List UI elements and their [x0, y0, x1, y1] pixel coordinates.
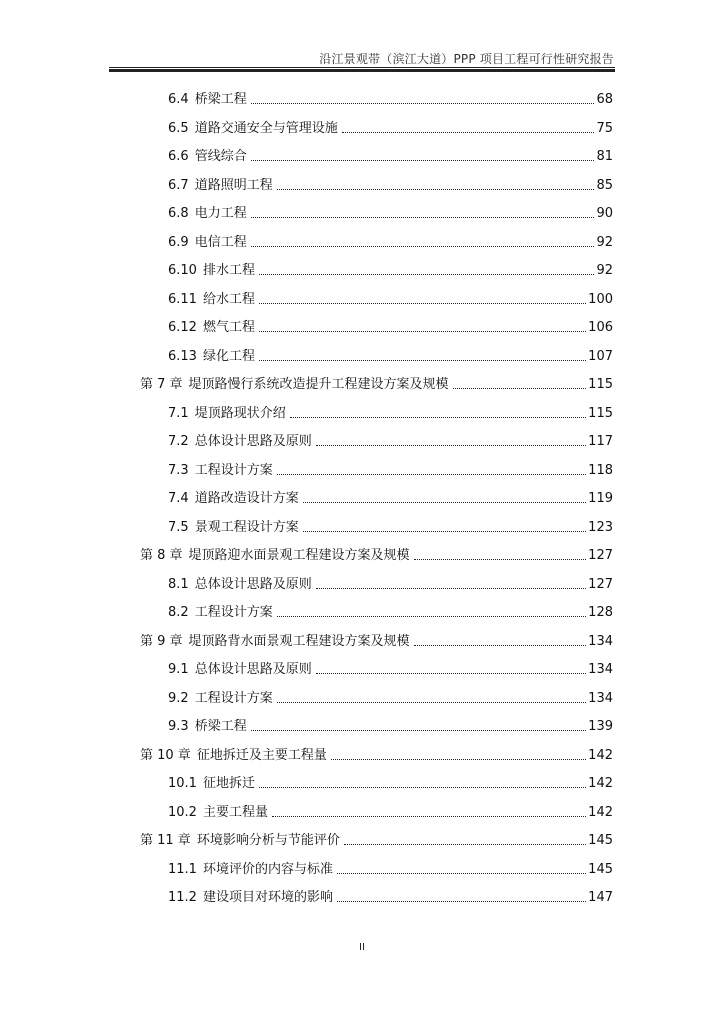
toc-entry-label — [140, 748, 327, 764]
toc-entry-label — [168, 805, 268, 821]
toc-page-number: 107 — [588, 348, 613, 364]
toc-entry-title: 景观工程设计方案 — [194, 519, 299, 535]
toc-entry-title: 建设项目对环境的影响 — [202, 890, 333, 905]
toc-entry-number: 7.2 — [168, 434, 189, 449]
toc-entry-title: 桥梁工程 — [194, 719, 247, 734]
toc-entry-label — [168, 292, 255, 308]
toc-entry-label — [168, 406, 286, 422]
toc-chapter-entry[interactable] — [140, 630, 613, 650]
toc-dot-leader — [290, 417, 586, 418]
toc-page-number: 92 — [596, 234, 613, 250]
toc-page-number: 142 — [588, 747, 613, 763]
toc-entry-title: 管线综合 — [194, 149, 247, 164]
toc-page-number: 68 — [596, 92, 613, 107]
toc-section-entry[interactable] — [168, 772, 613, 792]
toc-dot-leader — [259, 360, 586, 361]
toc-entry-number: 8.1 — [168, 576, 189, 592]
toc-entry-title: 主要工程量 — [202, 804, 268, 820]
toc-page-number: 117 — [588, 434, 613, 449]
toc-entry-number: 10.1 — [168, 776, 197, 791]
toc-entry-number: 6.6 — [168, 149, 189, 164]
toc-section-entry[interactable] — [168, 259, 613, 279]
toc-dot-leader — [316, 445, 586, 446]
toc-section-entry[interactable] — [168, 687, 613, 707]
toc-entry-number: 8.2 — [168, 605, 189, 620]
toc-dot-leader — [331, 759, 586, 760]
toc-section-entry[interactable] — [168, 573, 613, 593]
toc-entry-number: 第 8 章 — [140, 548, 183, 563]
toc-entry-number: 第 10 章 — [140, 747, 191, 763]
toc-section-entry[interactable] — [168, 858, 613, 878]
toc-dot-leader — [251, 217, 595, 218]
toc-page-number: 123 — [588, 519, 613, 535]
toc-dot-leader — [251, 103, 595, 104]
toc-entry-label — [168, 862, 333, 878]
toc-entry-title: 电力工程 — [194, 206, 247, 221]
toc-entry-label — [168, 320, 255, 336]
toc-dot-leader — [277, 616, 586, 617]
toc-section-entry[interactable] — [168, 145, 613, 165]
toc-entry-title: 工程设计方案 — [194, 462, 273, 478]
toc-entry-number: 6.4 — [168, 92, 189, 107]
toc-entry-number: 6.9 — [168, 234, 189, 250]
toc-entry-title: 征地拆迁及主要工程量 — [196, 747, 327, 763]
toc-entry-label — [168, 92, 247, 108]
toc-entry-number: 9.1 — [168, 662, 189, 677]
toc-dot-leader — [251, 246, 595, 247]
toc-entry-number: 6.13 — [168, 348, 197, 364]
toc-entry-label — [168, 206, 247, 222]
running-header-title: 沿江景观带（滨江大道）PPP 项目工程可行性研究报告 — [319, 52, 614, 66]
toc-section-entry[interactable] — [168, 174, 613, 194]
toc-dot-leader — [453, 388, 587, 389]
toc-dot-leader — [277, 702, 586, 703]
toc-entry-title: 道路照明工程 — [194, 177, 273, 193]
toc-section-entry[interactable] — [168, 459, 613, 479]
toc-page-number: 115 — [588, 405, 613, 421]
toc-entry-number: 第 9 章 — [140, 633, 183, 649]
toc-entry-title: 堤顶路慢行系统改造提升工程建设方案及规模 — [188, 377, 449, 392]
toc-page-number: 147 — [588, 890, 613, 905]
toc-chapter-entry[interactable] — [140, 829, 613, 849]
toc-dot-leader — [259, 331, 586, 332]
toc-section-entry[interactable] — [168, 231, 613, 251]
toc-page-number: 100 — [588, 291, 613, 307]
toc-entry-number: 6.12 — [168, 320, 197, 335]
toc-entry-title: 道路交通安全与管理设施 — [194, 120, 338, 136]
toc-entry-title: 燃气工程 — [202, 320, 255, 335]
toc-entry-number: 11.1 — [168, 861, 197, 877]
toc-section-entry[interactable] — [168, 430, 613, 450]
toc-entry-title: 给水工程 — [202, 291, 255, 307]
toc-dot-leader — [303, 531, 586, 532]
toc-entry-label — [168, 890, 333, 906]
toc-entry-label — [140, 548, 410, 564]
toc-page-number: 119 — [588, 491, 613, 506]
toc-entry-label — [168, 434, 312, 450]
toc-page-number: 134 — [588, 662, 613, 677]
toc-page-number: 139 — [588, 719, 613, 734]
toc-page-number: 134 — [588, 690, 613, 706]
toc-entry-number: 7.1 — [168, 405, 189, 421]
toc-entry-number: 第 7 章 — [140, 377, 183, 392]
toc-entry-title: 桥梁工程 — [194, 92, 247, 107]
toc-page-number: 145 — [588, 861, 613, 877]
toc-section-entry[interactable] — [168, 117, 613, 137]
toc-dot-leader — [337, 873, 586, 874]
toc-entry-title: 工程设计方案 — [194, 690, 273, 706]
toc-dot-leader — [342, 132, 595, 133]
toc-chapter-entry[interactable] — [140, 544, 613, 564]
toc-entry-title: 电信工程 — [194, 234, 247, 250]
toc-entry-label — [168, 349, 255, 365]
toc-page-number: 81 — [596, 149, 613, 164]
toc-page-number: 142 — [588, 776, 613, 791]
toc-page-number: 115 — [588, 377, 613, 392]
header-rule-thick — [109, 69, 615, 72]
toc-entry-label — [168, 577, 312, 593]
toc-dot-leader — [303, 502, 586, 503]
toc-dot-leader — [259, 303, 586, 304]
toc-entry-title: 道路改造设计方案 — [194, 491, 299, 506]
toc-dot-leader — [251, 730, 586, 731]
toc-chapter-entry[interactable] — [140, 373, 613, 393]
toc-entry-label — [168, 520, 299, 536]
toc-entry-title: 堤顶路背水面景观工程建设方案及规模 — [188, 633, 410, 649]
toc-section-entry[interactable] — [168, 316, 613, 336]
toc-entry-label — [168, 691, 273, 707]
toc-dot-leader — [337, 901, 586, 902]
toc-section-entry[interactable] — [168, 715, 613, 735]
toc-dot-leader — [414, 645, 587, 646]
toc-entry-title: 环境评价的内容与标准 — [202, 861, 333, 877]
toc-section-entry[interactable] — [168, 345, 613, 365]
toc-section-entry[interactable] — [168, 886, 613, 906]
toc-page-number: 128 — [588, 605, 613, 620]
toc-entry-number: 6.8 — [168, 206, 189, 221]
toc-dot-leader — [344, 844, 586, 845]
toc-entry-number: 6.11 — [168, 291, 197, 307]
toc-entry-label — [168, 776, 255, 792]
toc-page-number: 85 — [596, 177, 613, 193]
toc-entry-number: 6.7 — [168, 177, 189, 193]
toc-entry-number: 6.5 — [168, 120, 189, 136]
toc-dot-leader — [251, 160, 595, 161]
toc-page-number: 90 — [596, 206, 613, 221]
toc-entry-title: 工程设计方案 — [194, 605, 273, 620]
toc-entry-number: 10.2 — [168, 804, 197, 820]
toc-section-entry[interactable] — [168, 516, 613, 536]
toc-page-number: 145 — [588, 833, 613, 848]
toc-entry-label — [140, 634, 410, 650]
toc-entry-label — [140, 377, 449, 393]
toc-entry-label — [168, 605, 273, 621]
toc-entry-number: 9.3 — [168, 719, 189, 734]
toc-entry-title: 征地拆迁 — [202, 776, 255, 791]
toc-entry-label — [168, 149, 247, 165]
toc-entry-title: 排水工程 — [202, 263, 255, 278]
toc-entry-title: 绿化工程 — [202, 348, 255, 364]
toc-entry-label — [168, 263, 255, 279]
toc-entry-number: 11.2 — [168, 890, 197, 905]
toc-section-entry[interactable] — [168, 658, 613, 678]
toc-entry-number: 6.10 — [168, 263, 197, 278]
toc-page-number: 127 — [588, 576, 613, 592]
toc-section-entry[interactable] — [168, 801, 613, 821]
toc-entry-title: 堤顶路现状介绍 — [194, 405, 286, 421]
toc-dot-leader — [272, 816, 586, 817]
toc-entry-title: 环境影响分析与节能评价 — [196, 833, 340, 848]
toc-entry-number: 7.4 — [168, 491, 189, 506]
toc-dot-leader — [259, 274, 594, 275]
toc-entry-label — [140, 833, 340, 849]
toc-entry-title: 总体设计思路及原则 — [194, 576, 312, 592]
toc-entry-label — [168, 235, 247, 251]
toc-entry-label — [168, 121, 338, 137]
toc-page-number: 75 — [596, 120, 613, 136]
toc-entry-label — [168, 491, 299, 507]
toc-section-entry[interactable] — [168, 288, 613, 308]
toc-page-number: 106 — [588, 320, 613, 335]
page-number: II — [359, 942, 365, 953]
toc-dot-leader — [316, 673, 586, 674]
toc-section-entry[interactable] — [168, 88, 613, 108]
toc-entry-title: 总体设计思路及原则 — [194, 434, 312, 449]
toc-entry-label — [168, 719, 247, 735]
toc-section-entry[interactable] — [168, 402, 613, 422]
toc-entry-label — [168, 662, 312, 678]
toc-dot-leader — [414, 559, 587, 560]
toc-entry-number: 9.2 — [168, 690, 189, 706]
toc-page-number: 134 — [588, 633, 613, 649]
toc-section-entry[interactable] — [168, 601, 613, 621]
toc-entry-title: 总体设计思路及原则 — [194, 662, 312, 677]
toc-page-number: 127 — [588, 548, 613, 563]
toc-dot-leader — [277, 474, 586, 475]
toc-entry-number: 第 11 章 — [140, 833, 191, 848]
toc-entry-label — [168, 463, 273, 479]
toc-dot-leader — [259, 787, 586, 788]
toc-dot-leader — [316, 588, 586, 589]
toc-section-entry[interactable] — [168, 202, 613, 222]
header-rule — [109, 67, 615, 68]
toc-entry-number: 7.5 — [168, 519, 189, 535]
toc-entry-label — [168, 178, 273, 194]
toc-entry-number: 7.3 — [168, 462, 189, 478]
toc-chapter-entry[interactable] — [140, 744, 613, 764]
toc-page-number: 118 — [588, 462, 613, 478]
toc-page-number: 92 — [596, 263, 613, 278]
toc-dot-leader — [277, 189, 595, 190]
toc-entry-title: 堤顶路迎水面景观工程建设方案及规模 — [188, 548, 410, 563]
toc-section-entry[interactable] — [168, 487, 613, 507]
toc-page-number: 142 — [588, 804, 613, 820]
